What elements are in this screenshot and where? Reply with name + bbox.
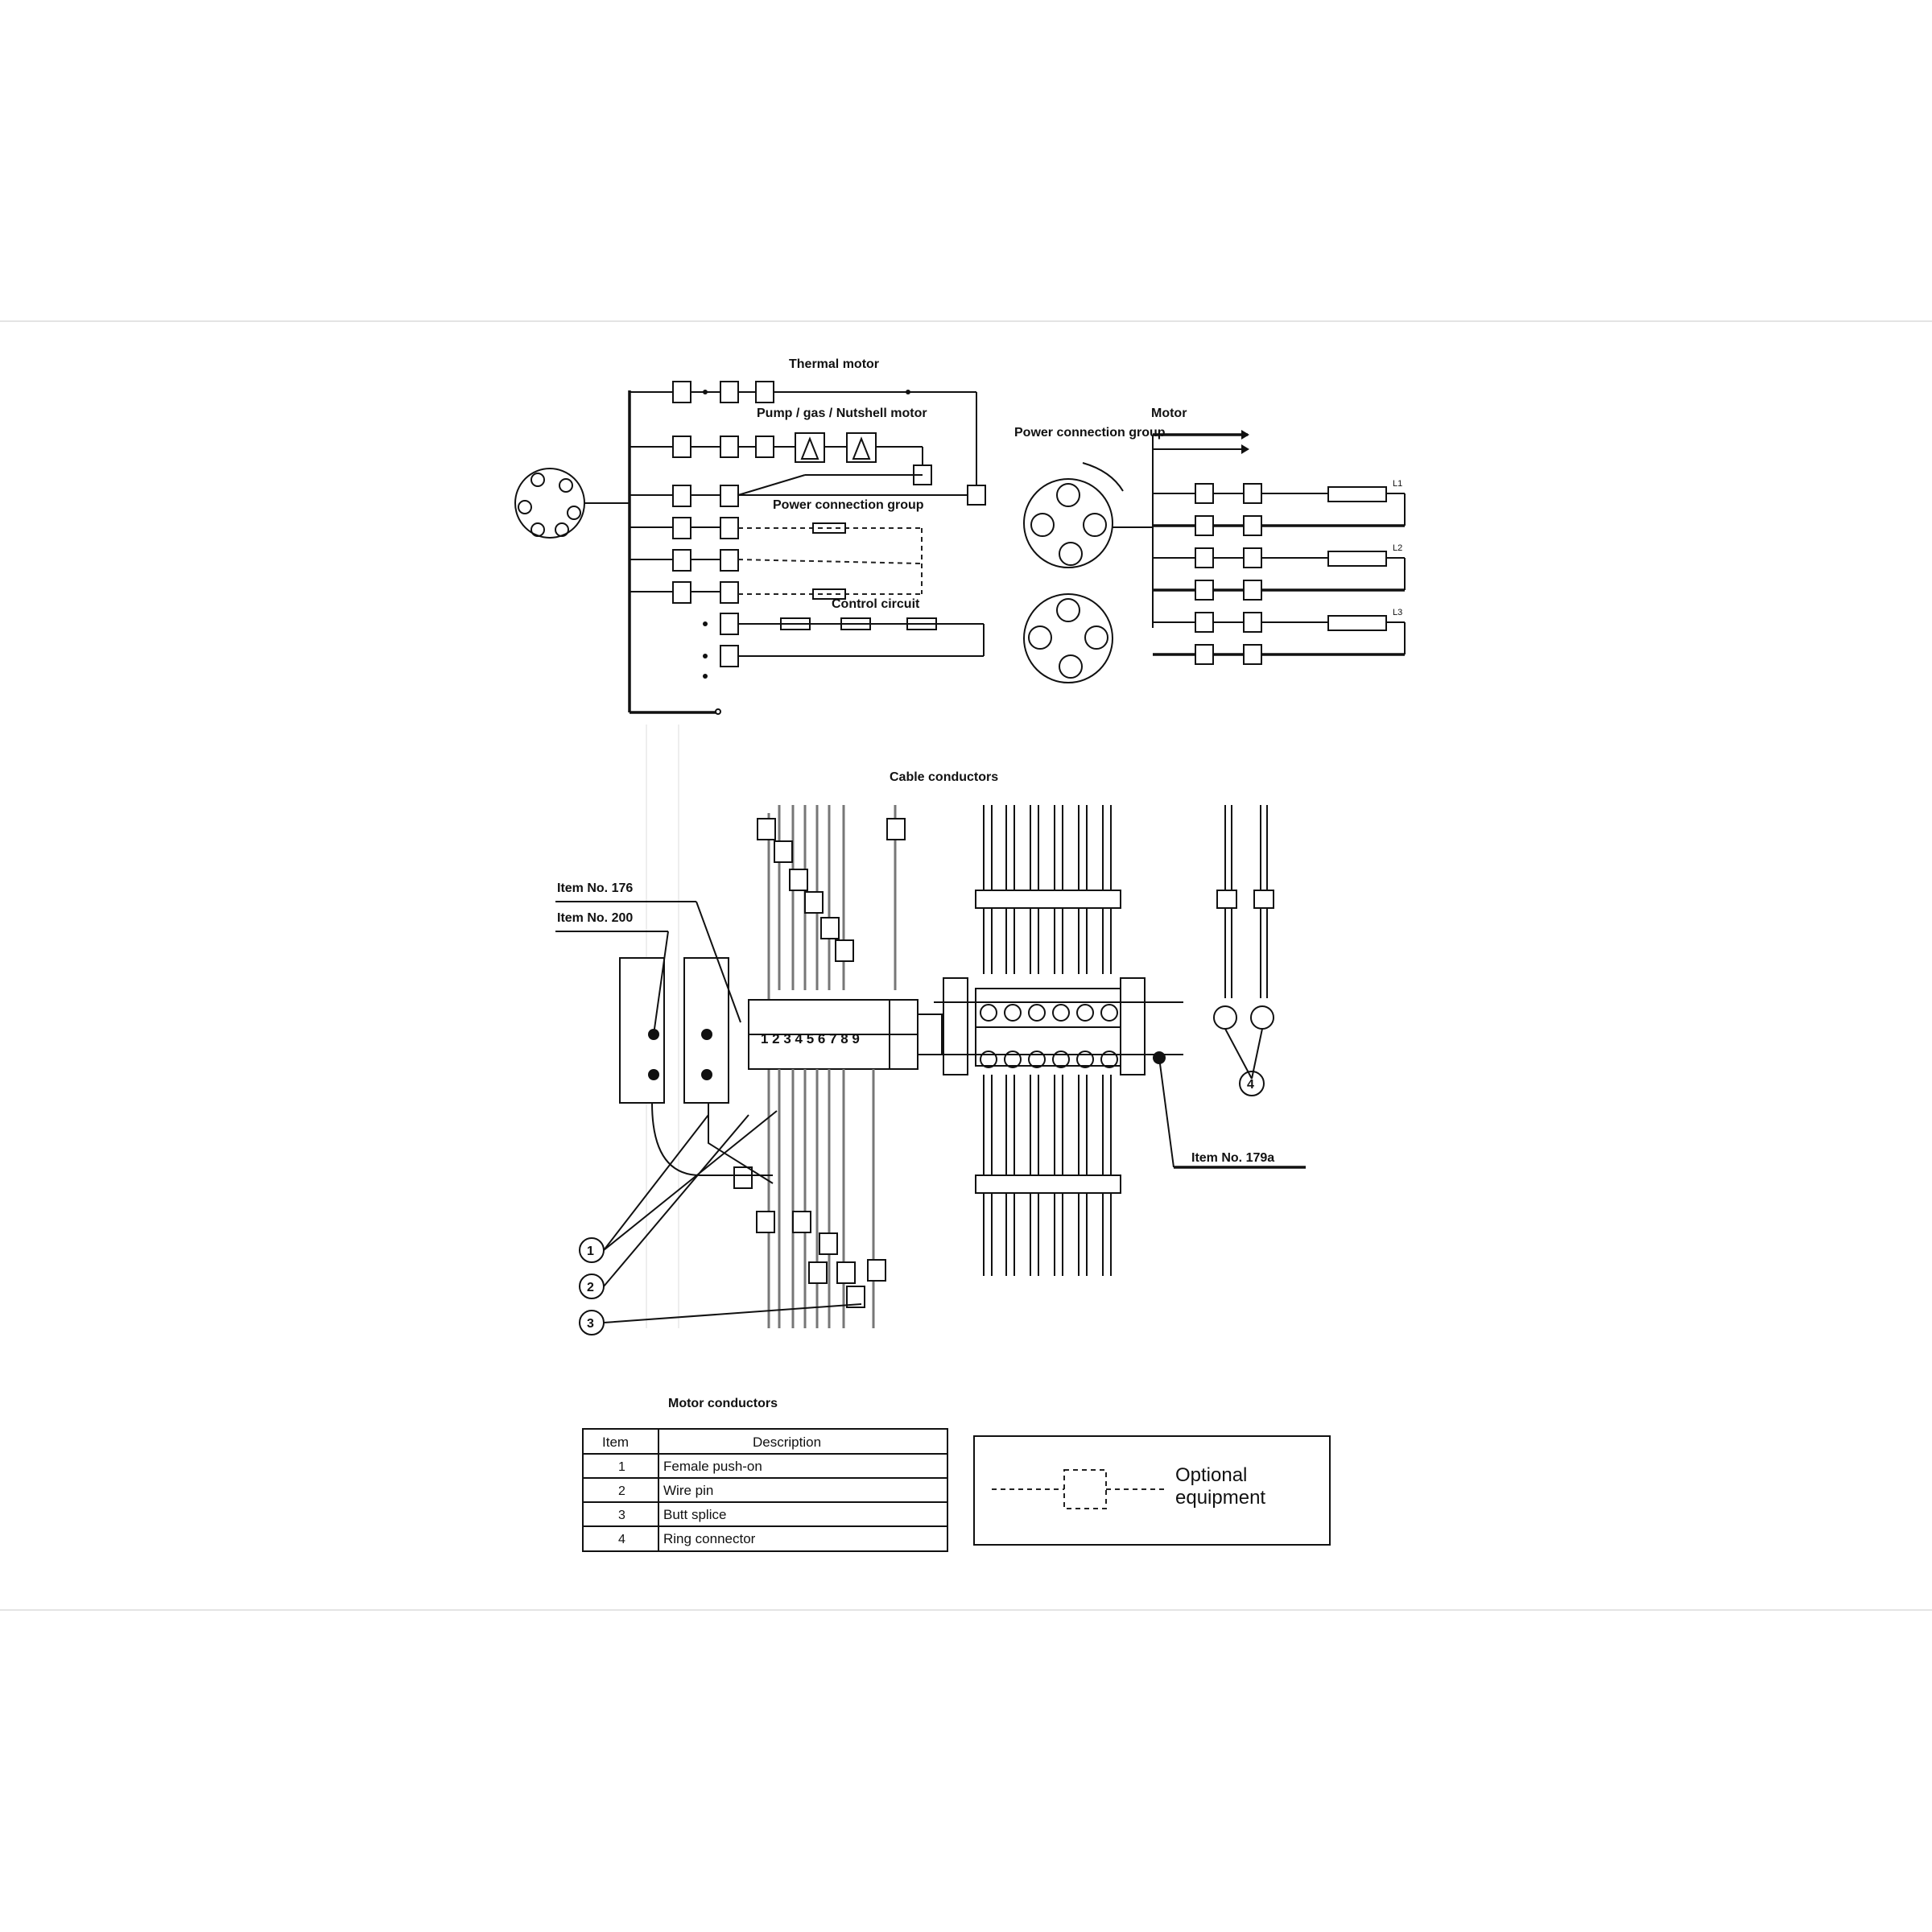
table-row-3-description: Butt splice	[663, 1507, 727, 1522]
heater-label-3: L3	[1393, 608, 1403, 617]
terminal-boxes-right	[1195, 484, 1261, 664]
socket-circle-lower	[1024, 594, 1113, 683]
table-row-4-item: 4	[618, 1533, 625, 1546]
socket-circle-upper	[1024, 479, 1113, 568]
table-header-item: Item	[602, 1435, 630, 1450]
callout-2: 2	[587, 1281, 594, 1294]
optional-label-line2: equipment	[1175, 1487, 1266, 1509]
terminal-numbers: 1 2 3 4 5 6 7 8 9	[761, 1031, 860, 1046]
cable-conductors-title: Cable conductors	[890, 770, 999, 784]
callout-4: 4	[1247, 1078, 1254, 1092]
table-row-4-description: Ring connector	[663, 1531, 756, 1546]
optional-label-line1: Optional	[1175, 1464, 1248, 1486]
callout-3: 3	[587, 1317, 594, 1331]
connection-group-label: Power connection group	[1014, 426, 1166, 440]
top-right-schematic	[1014, 407, 1405, 683]
control-label: Control circuit	[832, 597, 920, 611]
power-group-label: Power connection group	[773, 498, 924, 512]
item-179a-label: Item No. 179a	[1191, 1151, 1275, 1165]
table-row-2-description: Wire pin	[663, 1483, 714, 1498]
thermal-motor-label: Thermal motor	[789, 357, 880, 371]
plug-connector	[515, 469, 584, 538]
motor-group-label: Motor	[1151, 407, 1187, 420]
legend-table-title: Motor conductors	[668, 1397, 778, 1410]
heater-label-1: L1	[1393, 479, 1403, 489]
optional-equipment-legend	[974, 1436, 1330, 1545]
callout-1: 1	[587, 1245, 594, 1258]
table-row-3-item: 3	[618, 1509, 625, 1522]
callout-circles	[580, 1111, 861, 1335]
table-row-2-item: 2	[618, 1484, 625, 1498]
table-row-1-item: 1	[618, 1460, 625, 1474]
item-200-label: Item No. 200	[557, 911, 634, 925]
heater-label-2: L2	[1393, 543, 1403, 553]
cable-conductors-left	[555, 724, 942, 1335]
legend-table	[583, 1397, 947, 1551]
heater-elements	[1328, 487, 1386, 630]
item-176-label: Item No. 176	[557, 881, 634, 895]
top-left-schematic	[515, 357, 985, 714]
cable-conductors-right	[934, 805, 1306, 1276]
table-header-description: Description	[753, 1435, 822, 1450]
pump-motor-label: Pump / gas / Nutshell motor	[757, 407, 927, 420]
table-row-1-description: Female push-on	[663, 1459, 762, 1474]
